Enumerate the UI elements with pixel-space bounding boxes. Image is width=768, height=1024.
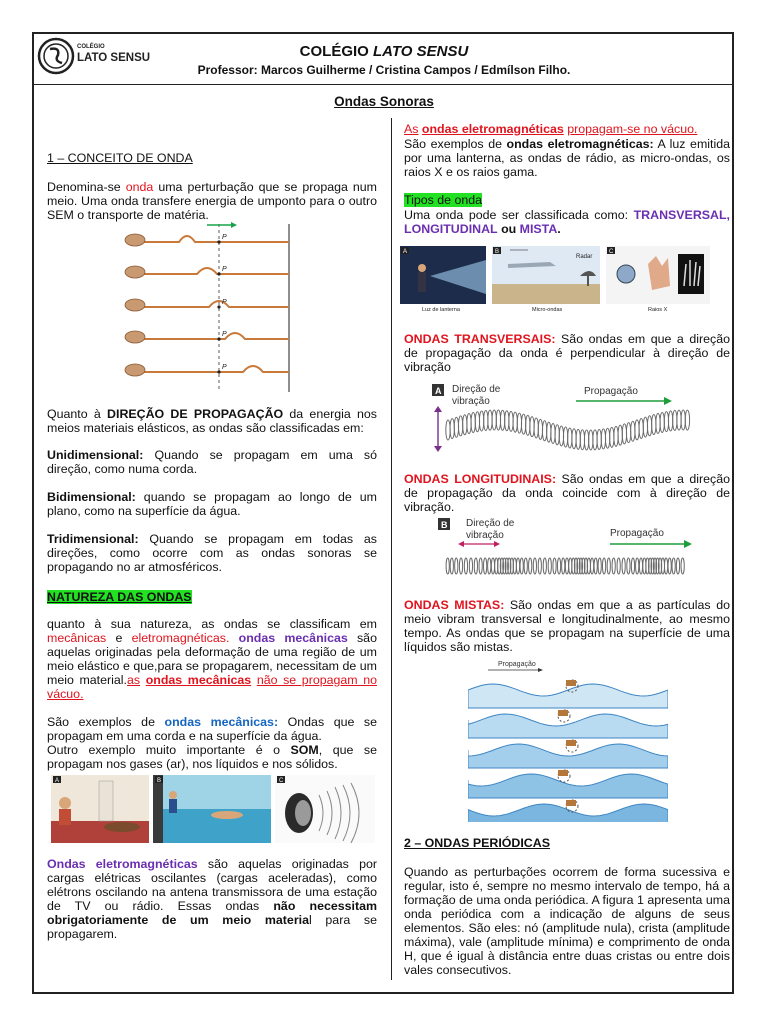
types-mista: MISTA — [519, 222, 558, 236]
types-pre: Uma onda pode ser classificada como: — [404, 208, 629, 222]
spring-coil — [538, 558, 541, 574]
bi-label: Bidimensional: — [47, 490, 136, 504]
spring-coil — [636, 558, 639, 574]
uni-label: Unidimensional: — [47, 448, 144, 462]
em-title: Ondas eletromagnéticas — [47, 857, 198, 871]
em-fig-caption: Raios X — [648, 307, 668, 312]
header-divider — [32, 84, 734, 85]
section1-heading: 1 – CONCEITO DE ONDA — [47, 151, 193, 165]
tri-label: Tridimensional: — [47, 532, 139, 546]
trans-fig-prop: Propagação — [584, 386, 638, 397]
spring-coil — [668, 558, 671, 574]
tridimensional-paragraph — [47, 532, 377, 574]
mixed-label: ONDAS MISTAS: — [404, 598, 505, 612]
em-vac-text: propagam-se no vácuo. — [567, 122, 698, 136]
spring-coil — [548, 558, 551, 574]
em-fig-label: A — [403, 249, 408, 255]
types-paragraph — [404, 208, 730, 236]
floating-cork — [558, 710, 568, 716]
transversal-wave-figure — [426, 374, 702, 456]
em-text-1: são aquelas originadas por cargas elétricas oscilantes (cargas aceleradas), como elétrons oscilando na antena transmissora de uma estação de TV ou rádio. Essas ondas — [47, 857, 377, 913]
em-ex-bold: ondas eletromagnéticas: — [506, 137, 654, 151]
long-label: ONDAS LONGITUDINAIS: — [404, 472, 557, 486]
examples-pre: São exemplos de — [47, 715, 155, 729]
school-title — [0, 43, 768, 60]
school-prefix: COLÉGIO — [299, 43, 369, 60]
types-ou: ou — [501, 222, 517, 236]
spring-coil — [524, 558, 527, 574]
em-bold: não necessitam obrigatoriamente de um meio materia — [47, 899, 377, 927]
rope-point-label: P — [222, 299, 227, 306]
spring-coil — [464, 558, 467, 574]
spring-coil — [681, 558, 684, 574]
nature-e: e — [115, 631, 123, 645]
rope-point-label: P — [222, 266, 227, 273]
spring-coil — [562, 558, 565, 574]
long-fig-vib: vibração — [466, 530, 504, 541]
school-name: LATO SENSU — [373, 43, 469, 60]
sound-pre: Outro exemplo muito importante é o — [47, 743, 280, 757]
spring-coil — [455, 558, 458, 574]
column-divider — [391, 118, 392, 980]
spring-coil — [612, 558, 615, 574]
em-fig-caption: Micro-ondas — [532, 307, 563, 312]
direction-bold: DIREÇÃO DE PROPAGAÇÃO — [107, 407, 284, 421]
spring-coil — [479, 558, 482, 574]
sound-paragraph — [47, 743, 377, 771]
tri-text: Quando se propagam em todas as direções, como ocorre com as ondas sonoras se propagando no ar atmosféricos. — [47, 532, 377, 574]
spring-coil — [622, 558, 625, 574]
sound-post: , que se propagam nos gases (ar), nos líquidos e nos sólidos. — [47, 743, 377, 771]
direction-pre: Quanto à — [47, 407, 101, 421]
spring-coil — [617, 558, 620, 574]
spring-coil — [676, 558, 679, 574]
nature-heading: NATUREZA DAS ONDAS — [47, 590, 192, 604]
trans-fig-letter: A — [435, 386, 442, 396]
rope-wave-figure — [121, 222, 293, 394]
examples-paragraph — [47, 715, 377, 743]
bi-text: quando se propagam ao longo de um plano, como na superfície da água. — [47, 490, 377, 518]
logo-main-text: LATO SENSU — [77, 52, 151, 64]
nature-text-2: são aquelas originadas pela deformação de uma região de um meio elástico e que,para se propagarem, necessitam de um meio material. — [47, 631, 377, 687]
document-title: Ondas Sonoras — [334, 94, 434, 109]
direction-paragraph — [47, 407, 377, 435]
rope-point-label: P — [222, 234, 227, 241]
sound-bold: SOM — [290, 743, 319, 757]
spring-coil — [469, 558, 472, 574]
nature-as: as — [126, 673, 141, 687]
mechanical-examples-figure — [47, 773, 377, 845]
spring-coil — [553, 558, 556, 574]
fig-label: B — [157, 778, 162, 784]
spring-coil — [594, 558, 597, 574]
long-fig-dir: Direção de — [466, 518, 515, 529]
spring-coil — [672, 558, 675, 574]
nature-vacuo: não se propagam no vácuo. — [47, 673, 377, 701]
periodic-paragraph: Quando as perturbações ocorrem de forma sucessiva e regular, isto é, sempre no mesmo intervalo de tempo, há a formação de uma onda periódica. A figura 1 apresenta uma onda periódica com a indicação de alguns de seus elementos. São eles: nó (amplitude nula), crista (amplitude máxima), vale (amplitude mínima) e comprimento de onda H, que é igual à distância entre duas cristas ou entre dois vales consecutivos. — [404, 865, 730, 977]
spring-coil — [533, 558, 536, 574]
professors-line: Professor: Marcos Guilherme / Cristina Campos / Edmílson Filho. — [197, 63, 571, 77]
spring-coil — [557, 558, 560, 574]
rope-point-label: P — [222, 364, 227, 371]
em-vacuum-line — [404, 122, 730, 136]
floating-cork — [566, 680, 576, 686]
examples-bold: ondas mecânicas: — [164, 715, 279, 729]
fig-label: C — [279, 778, 284, 784]
examples-post: Ondas que se propagam em uma corda e na superfície da água. — [47, 715, 378, 743]
spring-coil — [664, 558, 667, 574]
em-ex-pre: São exemplos de — [404, 137, 502, 151]
trans-fig-dir: Direção de — [452, 384, 501, 395]
floating-cork — [566, 800, 576, 806]
trans-label: ONDAS TRANSVERSAIS: — [404, 332, 556, 346]
spring-coil — [484, 558, 487, 574]
em-definition-paragraph — [47, 857, 377, 941]
em-vac-as: As — [404, 122, 419, 136]
mixed-text: São ondas em que a as partículas do meio vibram transversal e longitudinalmente, ao mesmo tempo. As ondas que se propagam na superfície de uma líquidos são mistas. — [404, 598, 730, 654]
spring-coil — [565, 558, 568, 574]
nature-ondas-mecanicas: ondas mecânicas — [238, 631, 348, 645]
spring-coil — [639, 558, 642, 574]
unidimensional-paragraph — [47, 448, 377, 476]
nature-eletromagneticas: eletromagnéticas. — [131, 631, 230, 645]
concept-word: onda — [125, 180, 154, 194]
spring-coil — [627, 558, 630, 574]
spring-coil — [602, 558, 605, 574]
nature-text-1: quanto à sua natureza, as ondas se classificam em — [47, 617, 377, 631]
spring-coil — [450, 558, 453, 574]
nature-heading-line — [47, 590, 377, 604]
em-examples-paragraph — [404, 137, 730, 179]
floating-cork — [566, 740, 576, 746]
types-heading-line — [404, 193, 730, 207]
em-fig-caption: Luz de lanterna — [422, 307, 460, 312]
long-fig-letter: B — [441, 520, 448, 530]
concept-post: uma perturbação que se propaga num meio. Uma onda transfere energia de umponto para o outro SEM o transporte de matéria. — [47, 180, 378, 222]
em-fig-label: C — [609, 249, 614, 255]
em-fig-label: B — [495, 249, 500, 255]
types-heading: Tipos de onda — [404, 193, 483, 207]
spring-coil — [491, 558, 494, 574]
longitudinal-paragraph — [404, 472, 730, 514]
long-fig-prop: Propagação — [610, 528, 664, 539]
spring-coil — [590, 558, 593, 574]
spring-coil — [529, 558, 532, 574]
uni-text: Quando se propagam em uma só direção, como numa corda. — [47, 448, 377, 476]
nature-mecanicas: mecânicas — [47, 631, 107, 645]
longitudinal-wave-figure — [434, 514, 710, 580]
bidimensional-paragraph — [47, 490, 377, 518]
spring-coil — [631, 558, 634, 574]
spring-coil — [513, 558, 516, 574]
transversal-paragraph — [404, 332, 730, 374]
concept-paragraph — [47, 180, 377, 222]
spring-coil — [488, 558, 491, 574]
nature-paragraph — [47, 617, 377, 701]
spring-coil — [459, 558, 462, 574]
mixed-wave-figure — [468, 658, 668, 822]
section2-heading: 2 – ONDAS PERIÓDICAS — [404, 836, 550, 850]
mixed-paragraph — [404, 598, 730, 654]
em-examples-figure — [400, 246, 710, 312]
rope-point-label: P — [222, 331, 227, 338]
spring-coil — [474, 558, 477, 574]
long-text: São ondas em que a direção de propagação da onda coincide com à direção de vibração. — [404, 472, 730, 514]
radar-label: Radar — [576, 254, 593, 260]
floating-cork — [558, 770, 568, 776]
mixed-fig-prop: Propagação — [498, 661, 536, 668]
logo-top-text: COLÉGIO — [77, 44, 105, 50]
trans-text: São ondas em que a direção de propagação da onda é perpendicular à direção de vibração — [404, 332, 730, 374]
fig-label: A — [55, 778, 60, 784]
trans-fig-vib: vibração — [452, 396, 490, 407]
spring-coil — [607, 558, 610, 574]
types-transversal: TRANSVERSAL, — [633, 208, 730, 222]
direction-post: da energia nos meios materiais elásticos, as ondas são classificadas em: — [47, 407, 377, 435]
types-longitudinal: LONGITUDINAL — [404, 222, 498, 236]
spring-coil — [598, 558, 601, 574]
spring-coil — [446, 558, 449, 574]
em-vac-bold: ondas eletromagnéticas — [421, 122, 564, 136]
nature-mec-bold: ondas mecânicas — [145, 673, 252, 687]
em-text-2: l para se propagarem. — [47, 913, 377, 941]
spring-coil — [516, 558, 519, 574]
concept-pre: Denomina-se — [47, 180, 121, 194]
em-ex-post: A luz emitida por uma lanterna, as ondas de rádio, as micro-ondas, os raios X e os raios gama. — [404, 137, 730, 179]
spring-coil — [543, 558, 546, 574]
types-dot: . — [557, 222, 561, 236]
spring-coil — [520, 558, 523, 574]
